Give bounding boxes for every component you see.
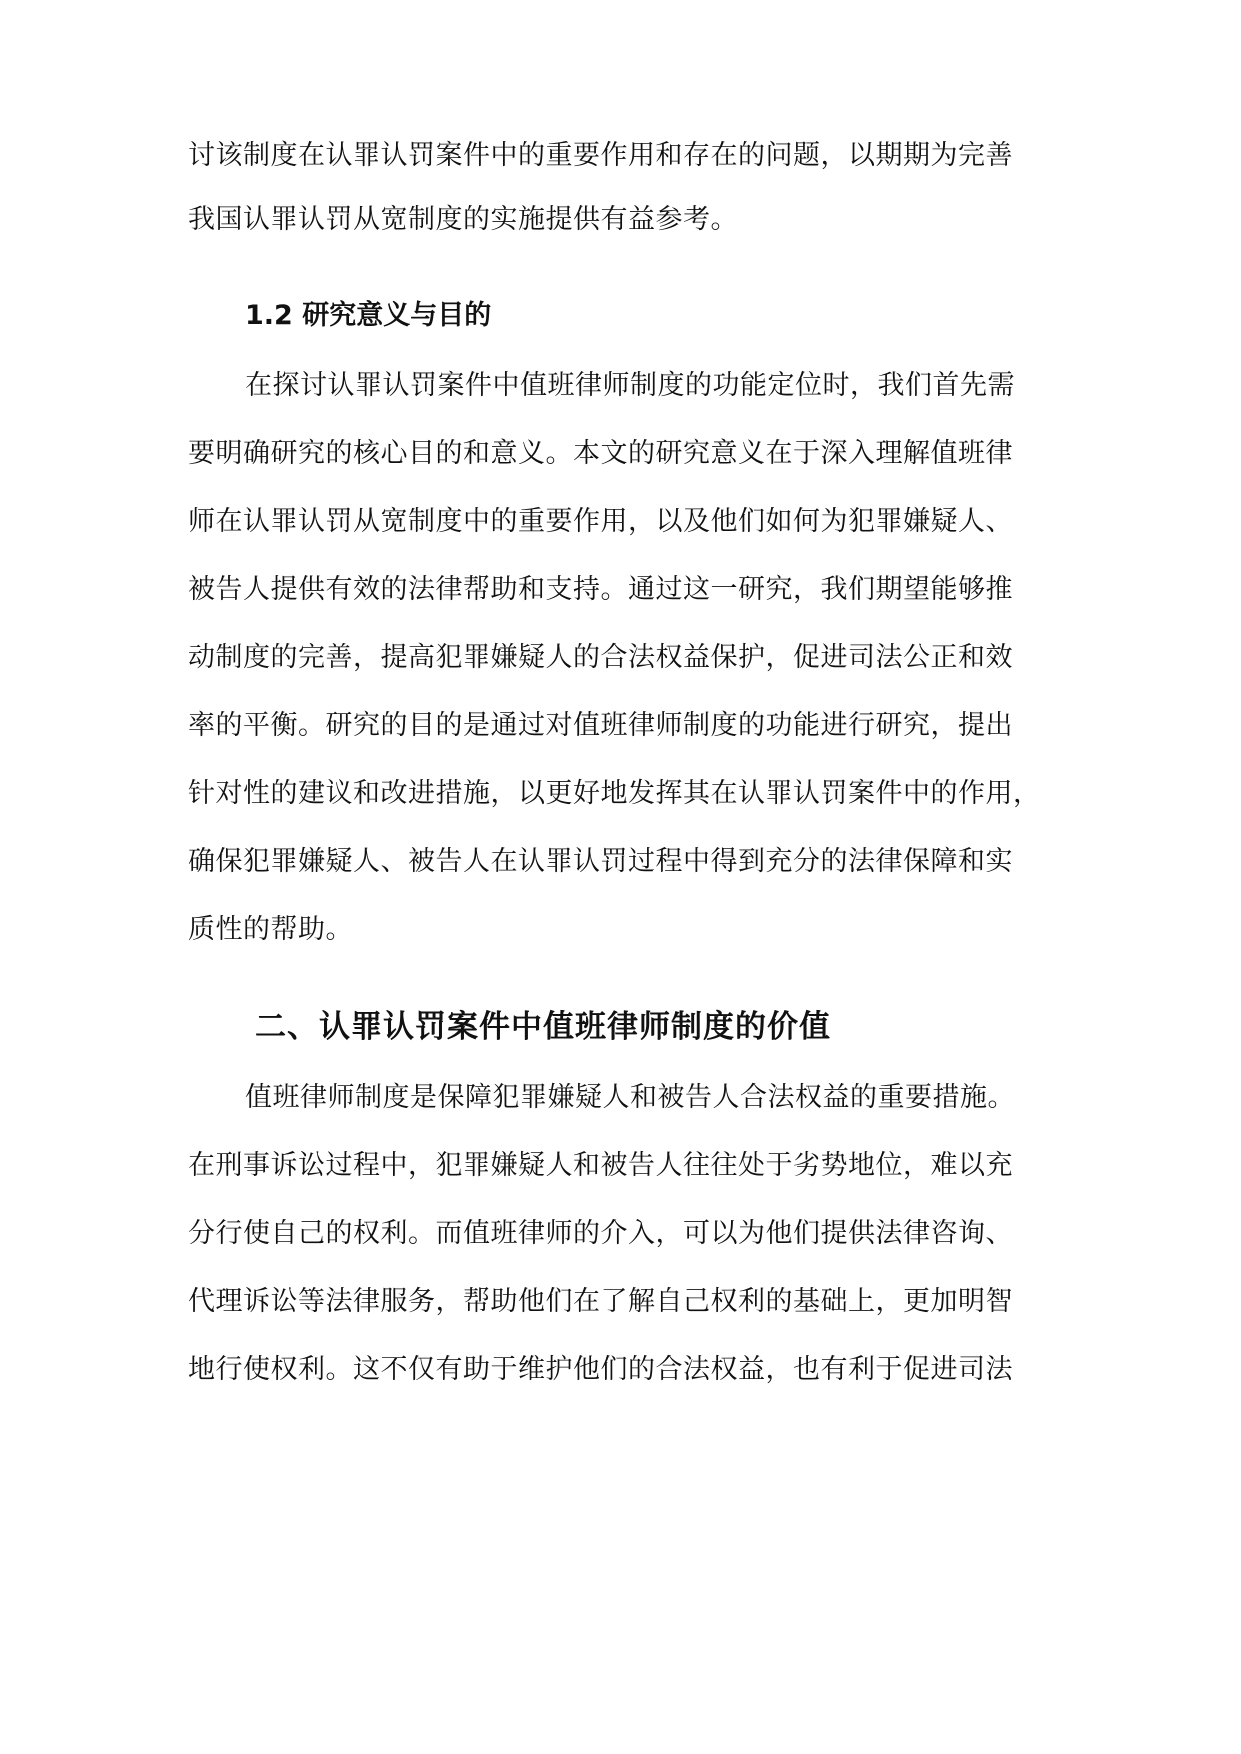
paragraph-line: 在探讨认罪认罚案件中值班律师制度的功能定位时，我们首先需 xyxy=(245,370,1015,401)
paragraph-line: 确保犯罪嫌疑人、被告人在认罪认罚过程中得到充分的法律保障和实 xyxy=(188,846,1013,877)
paragraph-line: 代理诉讼等法律服务，帮助他们在了解自己权利的基础上，更加明智 xyxy=(188,1286,1013,1317)
paragraph-line: 质性的帮助。 xyxy=(188,914,353,945)
paragraph-line: 在刑事诉讼过程中，犯罪嫌疑人和被告人往往处于劣势地位，难以充 xyxy=(188,1150,1013,1181)
paragraph-line: 分行使自己的权利。而值班律师的介入，可以为他们提供法律咨询、 xyxy=(188,1218,1013,1249)
paragraph-line: 师在认罪认罚从宽制度中的重要作用，以及他们如何为犯罪嫌疑人、 xyxy=(188,506,1013,537)
section-heading-2: 二、认罪认罚案件中值班律师制度的价值 xyxy=(255,1009,831,1045)
paragraph-line: 被告人提供有效的法律帮助和支持。通过这一研究，我们期望能够推 xyxy=(188,574,1013,605)
section-heading-1-2: 1.2 研究意义与目的 xyxy=(245,300,492,331)
paragraph-line: 讨该制度在认罪认罚案件中的重要作用和存在的问题，以期期为完善 xyxy=(188,140,1013,171)
paragraph-line: 要明确研究的核心目的和意义。本文的研究意义在于深入理解值班律 xyxy=(188,438,1013,469)
paragraph-line: 地行使权利。这不仅有助于维护他们的合法权益，也有利于促进司法 xyxy=(188,1354,1013,1385)
paragraph-line: 值班律师制度是保障犯罪嫌疑人和被告人合法权益的重要措施。 xyxy=(245,1082,1015,1113)
paragraph-line: 动制度的完善，提高犯罪嫌疑人的合法权益保护，促进司法公正和效 xyxy=(188,642,1013,673)
paragraph-line: 我国认罪认罚从宽制度的实施提供有益参考。 xyxy=(188,204,738,235)
paragraph-line: 率的平衡。研究的目的是通过对值班律师制度的功能进行研究，提出 xyxy=(188,710,1013,741)
paragraph-line: 针对性的建议和改进措施，以更好地发挥其在认罪认罚案件中的作用， xyxy=(188,778,1041,809)
